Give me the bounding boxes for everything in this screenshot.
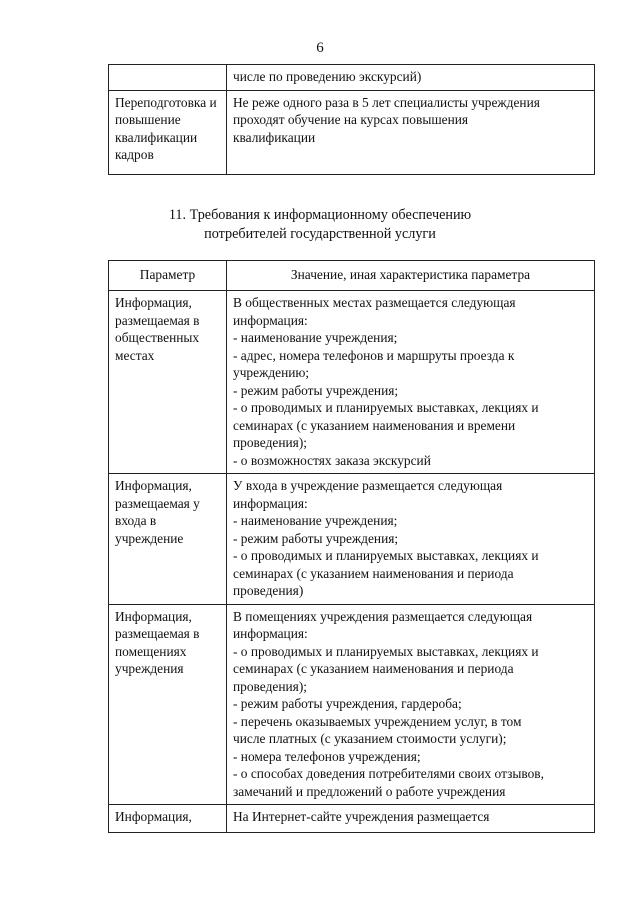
value-cell [227, 65, 595, 91]
table-row [109, 291, 595, 474]
table-row [109, 604, 595, 805]
value-cell [227, 90, 595, 174]
cell-line: квалификации [233, 129, 316, 145]
cell-line: - адрес, номера телефонов и маршруты проезда к [233, 347, 515, 363]
param-cell [109, 474, 227, 605]
cell-line: размещаемая у [115, 495, 200, 511]
cell-line: числе по проведению экскурсий) [233, 69, 422, 84]
cell-line: - наименование учреждения; [233, 513, 398, 528]
param-column-header: Параметр [109, 261, 227, 291]
cell-line: размещаемая в [115, 312, 200, 328]
cell-line: - наименование учреждения; [233, 330, 398, 345]
cell-line: замечаний и предложений о работе учреждения [233, 783, 506, 799]
cell-line: - номера телефонов учреждения; [233, 748, 421, 764]
cell-line: В помещениях учреждения размещается следующая [233, 608, 533, 624]
cell-line: На Интернет-сайте учреждения размещается [233, 809, 490, 824]
table-row [109, 65, 595, 91]
cell-line: Информация, [115, 809, 192, 824]
cell-line: Информация, [115, 608, 192, 624]
cell-line: входа в [115, 513, 157, 528]
cell-line: - режим работы учреждения; [233, 382, 399, 398]
param-cell [109, 90, 227, 174]
cell-line: - режим работы учреждения; [233, 530, 399, 546]
cell-line: учреждению; [233, 365, 310, 380]
value-cell [227, 474, 595, 605]
table-row [109, 805, 595, 833]
cell-line: - перечень оказываемых учреждением услуг, в том [233, 713, 522, 729]
value-cell [227, 805, 595, 833]
cell-line: проходят обучение на курсах повышения [233, 112, 469, 127]
cell-line: В общественных местах размещается следующая [233, 295, 516, 310]
cell-line: общественных [115, 330, 200, 345]
cell-line: проведения) [233, 583, 304, 598]
cell-line: - о проводимых и планируемых выставках, лекциях и [233, 548, 539, 563]
value-column-header: Значение, иная характеристика параметра [227, 261, 595, 291]
cell-line: - о способах доведения потребителями своих отзывов, [233, 766, 544, 781]
cell-line: информация: [233, 626, 308, 641]
cell-line: числе платных (с указанием стоимости услуги); [233, 731, 507, 746]
section-title-line: потребителей государственной услуги [204, 226, 436, 242]
value-cell [227, 604, 595, 805]
value-cell [227, 291, 595, 474]
cell-line: Не реже одного раза в 5 лет специалисты учреждения [233, 94, 540, 110]
section-title-line: 11. Требования к информационному обеспечению [168, 207, 472, 223]
cell-line: - о возможностях заказа экскурсий [233, 452, 431, 468]
section-title [0, 206, 640, 244]
page-number: 6 [316, 40, 324, 56]
cell-line: проведения); [233, 678, 307, 694]
cell-line: семинарах (с указанием наименования и периода [233, 565, 514, 581]
cell-line: Информация, [115, 478, 192, 493]
cell-line: - о проводимых и планируемых выставках, лекциях и [233, 643, 539, 659]
cell-line: размещаемая в [115, 626, 200, 641]
cell-line: - режим работы учреждения, гардероба; [233, 696, 462, 711]
cell-line: информация: [233, 312, 308, 328]
param-cell [109, 65, 227, 91]
cell-line: повышение [115, 112, 181, 127]
table-row [109, 90, 595, 174]
cell-line: Переподготовка и [115, 94, 217, 110]
cell-line: У входа в учреждение размещается следующая [233, 478, 503, 493]
param-cell [109, 291, 227, 474]
staff-table [108, 64, 595, 175]
cell-line: квалификации [115, 129, 198, 145]
cell-line: учреждение [115, 530, 184, 546]
info-requirements-table [108, 260, 595, 833]
cell-line: семинарах (с указанием наименования и времени [233, 417, 516, 433]
header-row [109, 261, 595, 291]
cell-line: Информация, [115, 295, 192, 310]
table-row [109, 474, 595, 605]
cell-line: учреждения [115, 661, 184, 676]
cell-line: - о проводимых и планируемых выставках, лекциях и [233, 400, 539, 415]
param-cell [109, 604, 227, 805]
cell-line: семинарах (с указанием наименования и периода [233, 661, 514, 676]
cell-line: информация: [233, 495, 308, 511]
cell-line: помещениях [115, 643, 187, 659]
cell-line: местах [115, 347, 155, 363]
cell-line: проведения); [233, 435, 307, 450]
cell-line: кадров [115, 147, 154, 162]
param-cell [109, 805, 227, 833]
